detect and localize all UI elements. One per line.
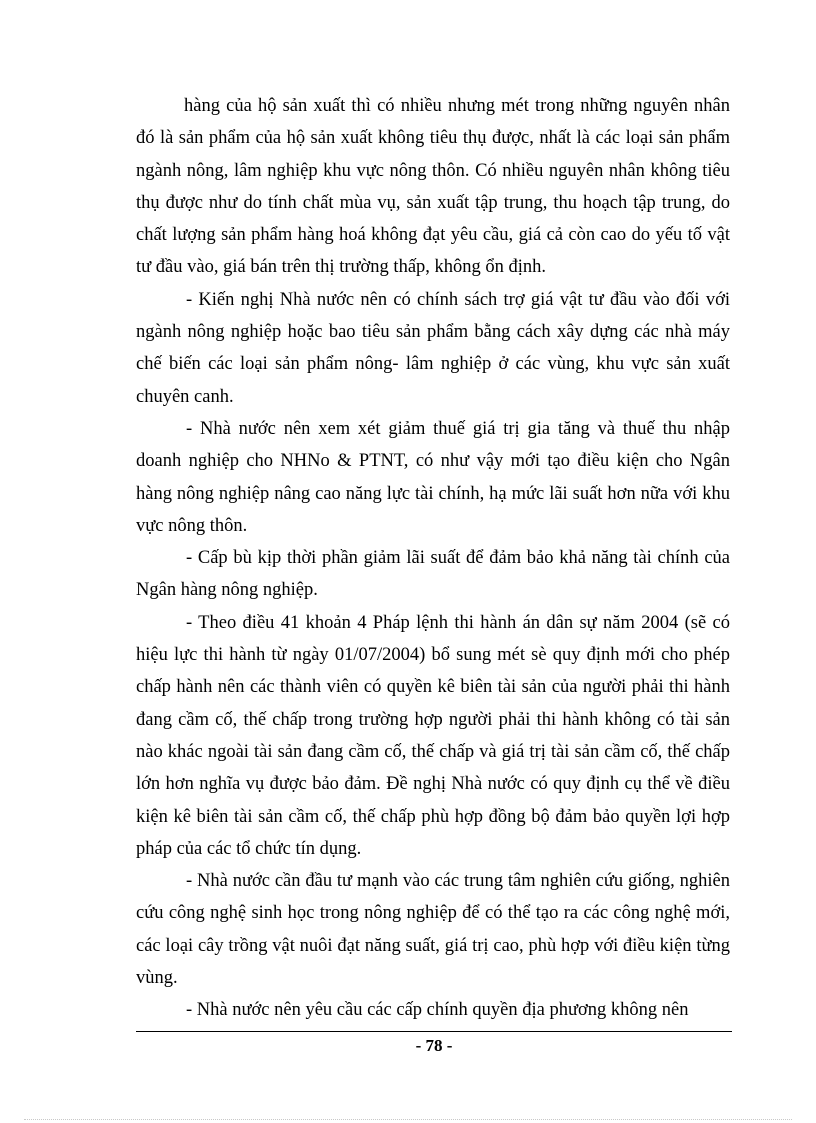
page-number: - 78 - — [415, 1036, 453, 1055]
page-bottom-edge — [24, 1119, 792, 1120]
paragraph-recommendation-tax-reduction: - Nhà nước nên xem xét giảm thuế giá trị gia tăng và thuế thu nhập doanh nghiệp cho NHNo & PTNT, có như vậy mới tạo điều kiện cho Ngân hàng nông nghiệp nâng cao năng lực tài chính, hạ mức lãi suất hơn nữa với khu vực nông thôn. — [136, 418, 730, 536]
paragraph-recommendation-collateral-regulation: - Theo điều 41 khoản 4 Pháp lệnh thi hành án dân sự năm 2004 (sẽ có hiệu lực thi hành từ ngày 01/07/2004) bổ sung mét sè quy định mới cho phép chấp hành nên các thành viên có quyền kê biên tài sản của người phải thi hành đang cầm cố, thế chấp trong trường hợp người phải thi hành không có tài sản nào khác ngoài tài sản đang cầm cố, thế chấp và giá trị tài sản cầm cố, thế chấp lớn hơn nghĩa vụ được bảo đảm. Đề nghị Nhà nước có quy định cụ thể về điều kiện kê biên tài sản cầm cố, thế chấp phù hợp đồng bộ đảm bảo quyền lợi hợp pháp của các tổ chức tín dụng. — [136, 612, 730, 859]
paragraph-recommendation-price-support: - Kiến nghị Nhà nước nên có chính sách trợ giá vật tư đầu vào đối với ngành nông nghiệp hoặc bao tiêu sản phẩm bằng cách xây dựng các nhà máy chế biến các loại sản phẩm nông- lâm nghiệp ở các vùng, khu vực sản xuất chuyên canh. — [136, 289, 730, 407]
paragraph-recommendation-research-investment: - Nhà nước cần đầu tư mạnh vào các trung tâm nghiên cứu giống, nghiên cứu công nghệ sinh học trong nông nghiệp để có thể tạo ra các công nghệ mới, các loại cây trồng vật nuôi đạt năng suất, giá trị cao, phù hợp với điều kiện từng vùng. — [136, 871, 730, 989]
body-text — [136, 90, 730, 1027]
paragraph-continuation: hàng của hộ sản xuất thì có nhiều nhưng mét trong những nguyên nhân đó là sản phẩm của hộ sản xuất không tiêu thụ được, nhất là các loại sản phẩm ngành nông, lâm nghiệp khu vực nông thôn. Có nhiều nguyên nhân không tiêu thụ được như do tính chất mùa vụ, sản xuất tập trung, thu hoạch tập trung, do chất lượng sản phẩm hàng hoá không đạt yêu cầu, giá cả còn cao do yếu tố vật tư đầu vào, giá bán trên thị trường thấp, không ổn định. — [136, 96, 730, 278]
paragraph-recommendation-interest-compensation: - Cấp bù kịp thời phần giảm lãi suất để đảm bảo khả năng tài chính của Ngân hàng nông nghiệp. — [136, 548, 730, 601]
footer-divider — [136, 1031, 732, 1032]
paragraph-recommendation-local-government: - Nhà nước nên yêu cầu các cấp chính quyền địa phương không nên — [186, 1000, 689, 1021]
